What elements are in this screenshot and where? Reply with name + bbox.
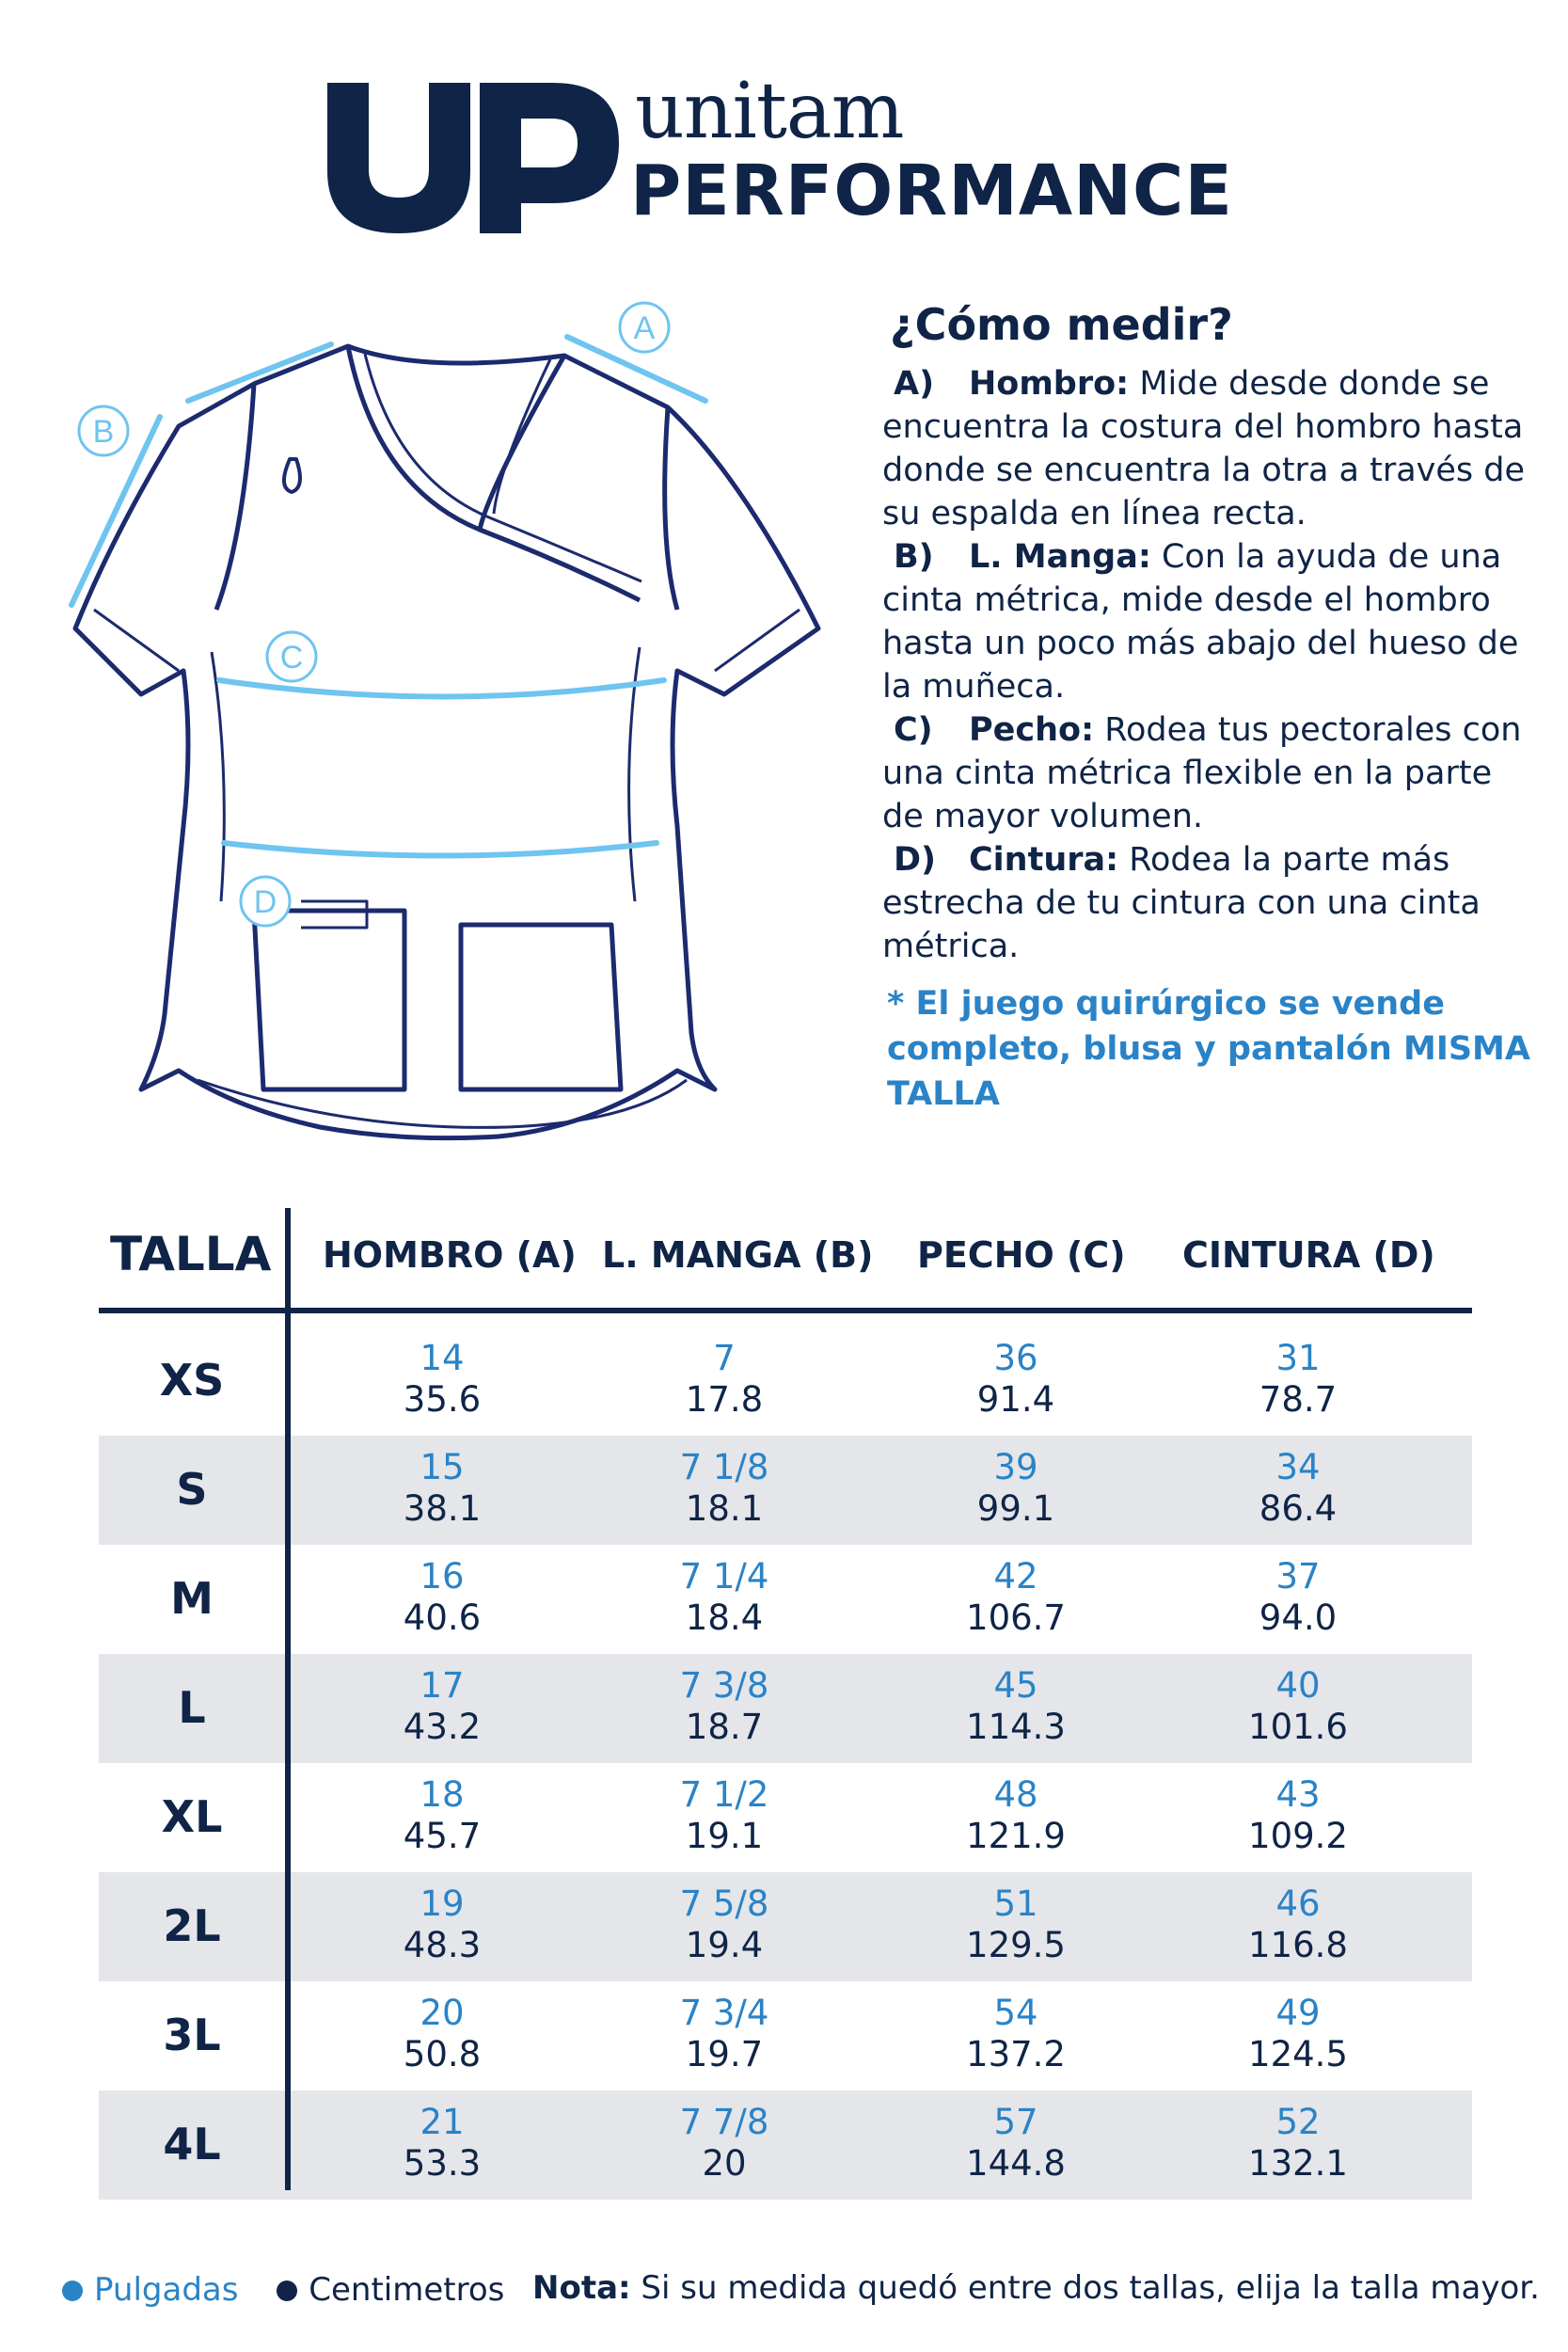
table-row: [99, 1654, 1472, 1763]
legend-inches-label: Pulgadas: [94, 2270, 239, 2309]
size-note: [532, 2269, 1540, 2307]
size-label: XS: [159, 1355, 225, 1406]
cell-cintura: [1157, 1883, 1439, 1966]
size-label: L: [178, 1682, 206, 1733]
cell-manga: [583, 1556, 865, 1639]
value-cm: 94.0: [1259, 1597, 1338, 1638]
value-inches: 31: [1275, 1338, 1321, 1378]
value-cm: 50.8: [403, 2034, 482, 2074]
value-inches: 51: [993, 1883, 1038, 1924]
cell-manga: [583, 1665, 865, 1748]
table-row: [99, 1763, 1472, 1872]
value-cm: 19.4: [685, 1925, 764, 1965]
value-cm: 35.6: [403, 1379, 482, 1420]
value-cm: 53.3: [403, 2143, 482, 2184]
value-inches: 45: [993, 1665, 1038, 1706]
cell-pecho: [875, 2102, 1157, 2185]
value-cm: 132.1: [1248, 2143, 1348, 2184]
value-cm: 109.2: [1248, 1816, 1348, 1856]
cell-hombro: [301, 1447, 583, 1530]
step-letter: A): [894, 365, 935, 404]
value-inches: 19: [420, 1883, 465, 1924]
cell-pecho: [875, 1993, 1157, 2075]
value-cm: 48.3: [403, 1925, 482, 1965]
table-row: [99, 1872, 1472, 1981]
header-cintura: CINTURA (D): [1182, 1234, 1435, 1276]
step-letter: D): [894, 841, 937, 880]
cell-manga: [583, 1447, 865, 1530]
value-cm: 129.5: [966, 1925, 1066, 1965]
legend-cm: [277, 2271, 504, 2309]
cell-pecho: [875, 1338, 1157, 1421]
howto-step-d: [882, 838, 1541, 968]
cell-pecho: [875, 1774, 1157, 1857]
step-text: Con la ayuda de una cinta métrica, mide desde el hombro hasta un poco más abajo del hueso de la muñeca.: [882, 538, 1519, 707]
marker-d-label: D: [253, 884, 277, 920]
value-cm: 116.8: [1248, 1925, 1348, 1965]
value-inches: 15: [420, 1447, 465, 1487]
scrub-top-illustration: [66, 299, 865, 1165]
value-inches: 14: [420, 1338, 465, 1378]
value-cm: 18.4: [685, 1597, 764, 1638]
size-label: XL: [161, 1791, 223, 1842]
value-inches: 7 5/8: [679, 1883, 769, 1924]
cell-cintura: [1157, 1993, 1439, 2075]
size-label: S: [176, 1464, 208, 1515]
cell-manga: [583, 1774, 865, 1857]
value-inches: 18: [420, 1774, 465, 1815]
cell-hombro: [301, 1556, 583, 1639]
size-label: 3L: [163, 2010, 221, 2060]
value-inches: 16: [420, 1556, 465, 1597]
value-inches: 34: [1275, 1447, 1321, 1487]
step-text: Rodea la parte más estrecha de tu cintura con una cinta métrica.: [882, 841, 1481, 966]
value-cm: 20: [702, 2143, 747, 2184]
cell-hombro: [301, 1883, 583, 1966]
table-row: [99, 1981, 1472, 2090]
value-inches: 7 1/4: [679, 1556, 769, 1597]
howto-step-c: [882, 708, 1541, 838]
howto-step-a: [882, 362, 1541, 535]
brand-name-big: PERFORMANCE: [630, 151, 1233, 231]
column-divider: [285, 1208, 291, 2190]
navy-dot-icon: [277, 2280, 297, 2301]
cell-cintura: [1157, 2102, 1439, 2185]
value-cm: 106.7: [966, 1597, 1066, 1638]
value-inches: 54: [993, 1993, 1038, 2033]
cell-manga: [583, 1993, 865, 2075]
value-cm: 19.1: [685, 1816, 764, 1856]
step-letter: C): [894, 711, 933, 750]
howto-title: ¿Cómo medir?: [890, 299, 1233, 350]
cell-hombro: [301, 2102, 583, 2185]
step-label: L. Manga:: [969, 538, 1151, 577]
value-cm: 40.6: [403, 1597, 482, 1638]
value-inches: 42: [993, 1556, 1038, 1597]
value-inches: 43: [1275, 1774, 1321, 1815]
how-to-measure: [882, 299, 1541, 1117]
footer: [62, 2269, 1548, 2316]
value-inches: 17: [420, 1665, 465, 1706]
cell-hombro: [301, 1993, 583, 2075]
value-cm: 19.7: [685, 2034, 764, 2074]
cell-pecho: [875, 1665, 1157, 1748]
value-cm: 17.8: [685, 1379, 764, 1420]
header-hombro: HOMBRO (A): [323, 1234, 577, 1276]
header-manga: L. MANGA (B): [602, 1234, 874, 1276]
scrub-top-diagram: [66, 299, 865, 1165]
cell-cintura: [1157, 1556, 1439, 1639]
step-label: Pecho:: [969, 711, 1095, 750]
cell-hombro: [301, 1665, 583, 1748]
value-cm: 99.1: [976, 1488, 1055, 1529]
value-cm: 121.9: [966, 1816, 1066, 1856]
table-row: [99, 1327, 1472, 1436]
header-talla: TALLA: [110, 1227, 272, 1281]
cell-hombro: [301, 1338, 583, 1421]
note-label: Nota:: [532, 2269, 631, 2307]
size-label: 4L: [163, 2119, 221, 2169]
value-cm: 18.7: [685, 1707, 764, 1747]
value-inches: 48: [993, 1774, 1038, 1815]
marker-c-label: C: [279, 640, 304, 675]
value-cm: 101.6: [1248, 1707, 1348, 1747]
cell-manga: [583, 2102, 865, 2185]
value-inches: 20: [420, 1993, 465, 2033]
cell-cintura: [1157, 1774, 1439, 1857]
table-row: [99, 1436, 1472, 1545]
step-text: Rodea tus pectorales con una cinta métrica flexible en la parte de mayor volumen.: [882, 711, 1522, 836]
value-inches: 46: [1275, 1883, 1321, 1924]
measure-line-d: [224, 843, 657, 856]
measure-line-c: [219, 680, 664, 697]
value-inches: 57: [993, 2102, 1038, 2142]
value-inches: 7: [713, 1338, 736, 1378]
cell-pecho: [875, 1447, 1157, 1530]
value-inches: 36: [993, 1338, 1038, 1378]
cell-hombro: [301, 1774, 583, 1857]
note-text: Si su medida quedó entre dos tallas, elija la talla mayor.: [641, 2269, 1540, 2307]
step-text: Mide desde donde se encuentra la costura del hombro hasta donde se encuentra la otra a través de su espalda en línea recta.: [882, 365, 1526, 533]
cell-cintura: [1157, 1665, 1439, 1748]
value-cm: 124.5: [1248, 2034, 1348, 2074]
value-cm: 86.4: [1259, 1488, 1338, 1529]
step-letter: B): [894, 538, 934, 577]
value-inches: 52: [1275, 2102, 1321, 2142]
table-row: [99, 2090, 1472, 2200]
value-cm: 45.7: [403, 1816, 482, 1856]
cell-manga: [583, 1338, 865, 1421]
value-cm: 18.1: [685, 1488, 764, 1529]
value-inches: 21: [420, 2102, 465, 2142]
measure-line-a-left: [188, 344, 331, 401]
value-cm: 114.3: [966, 1707, 1066, 1747]
value-cm: 137.2: [966, 2034, 1066, 2074]
value-cm: 91.4: [976, 1379, 1055, 1420]
size-label: 2L: [163, 1900, 221, 1951]
legend-inches: [62, 2271, 238, 2309]
step-label: Cintura:: [969, 841, 1119, 880]
value-inches: 49: [1275, 1993, 1321, 2033]
value-cm: 43.2: [403, 1707, 482, 1747]
table-row: [99, 1545, 1472, 1654]
value-inches: 7 1/2: [679, 1774, 769, 1815]
value-inches: 7 3/4: [679, 1993, 769, 2033]
blue-dot-icon: [62, 2280, 83, 2301]
brand-name-small: unitam: [635, 67, 904, 156]
value-inches: 7 3/8: [679, 1665, 769, 1706]
set-sold-complete-note: * El juego quirúrgico se vende completo, blusa y pantalón MISMA TALLA: [887, 985, 1530, 1114]
value-inches: 40: [1275, 1665, 1321, 1706]
cell-cintura: [1157, 1338, 1439, 1421]
value-inches: 37: [1275, 1556, 1321, 1597]
header-pecho: PECHO (C): [917, 1234, 1126, 1276]
header-divider: [99, 1308, 1472, 1313]
table-header-row: [99, 1214, 1472, 1308]
marker-b-label: B: [92, 414, 115, 450]
brand-logo: [327, 66, 1249, 245]
cell-cintura: [1157, 1447, 1439, 1530]
cell-pecho: [875, 1556, 1157, 1639]
value-cm: 144.8: [966, 2143, 1066, 2184]
cell-pecho: [875, 1883, 1157, 1966]
step-label: Hombro:: [969, 365, 1130, 404]
value-inches: 7 1/8: [679, 1447, 769, 1487]
size-label: M: [170, 1573, 214, 1624]
value-cm: 78.7: [1259, 1379, 1338, 1420]
value-inches: 39: [993, 1447, 1038, 1487]
marker-a-label: A: [633, 310, 656, 346]
up-logo-icon: [327, 66, 619, 235]
cell-manga: [583, 1883, 865, 1966]
value-inches: 7 7/8: [679, 2102, 769, 2142]
legend-cm-label: Centimetros: [309, 2270, 505, 2309]
value-cm: 38.1: [403, 1488, 482, 1529]
howto-step-b: [882, 535, 1541, 708]
